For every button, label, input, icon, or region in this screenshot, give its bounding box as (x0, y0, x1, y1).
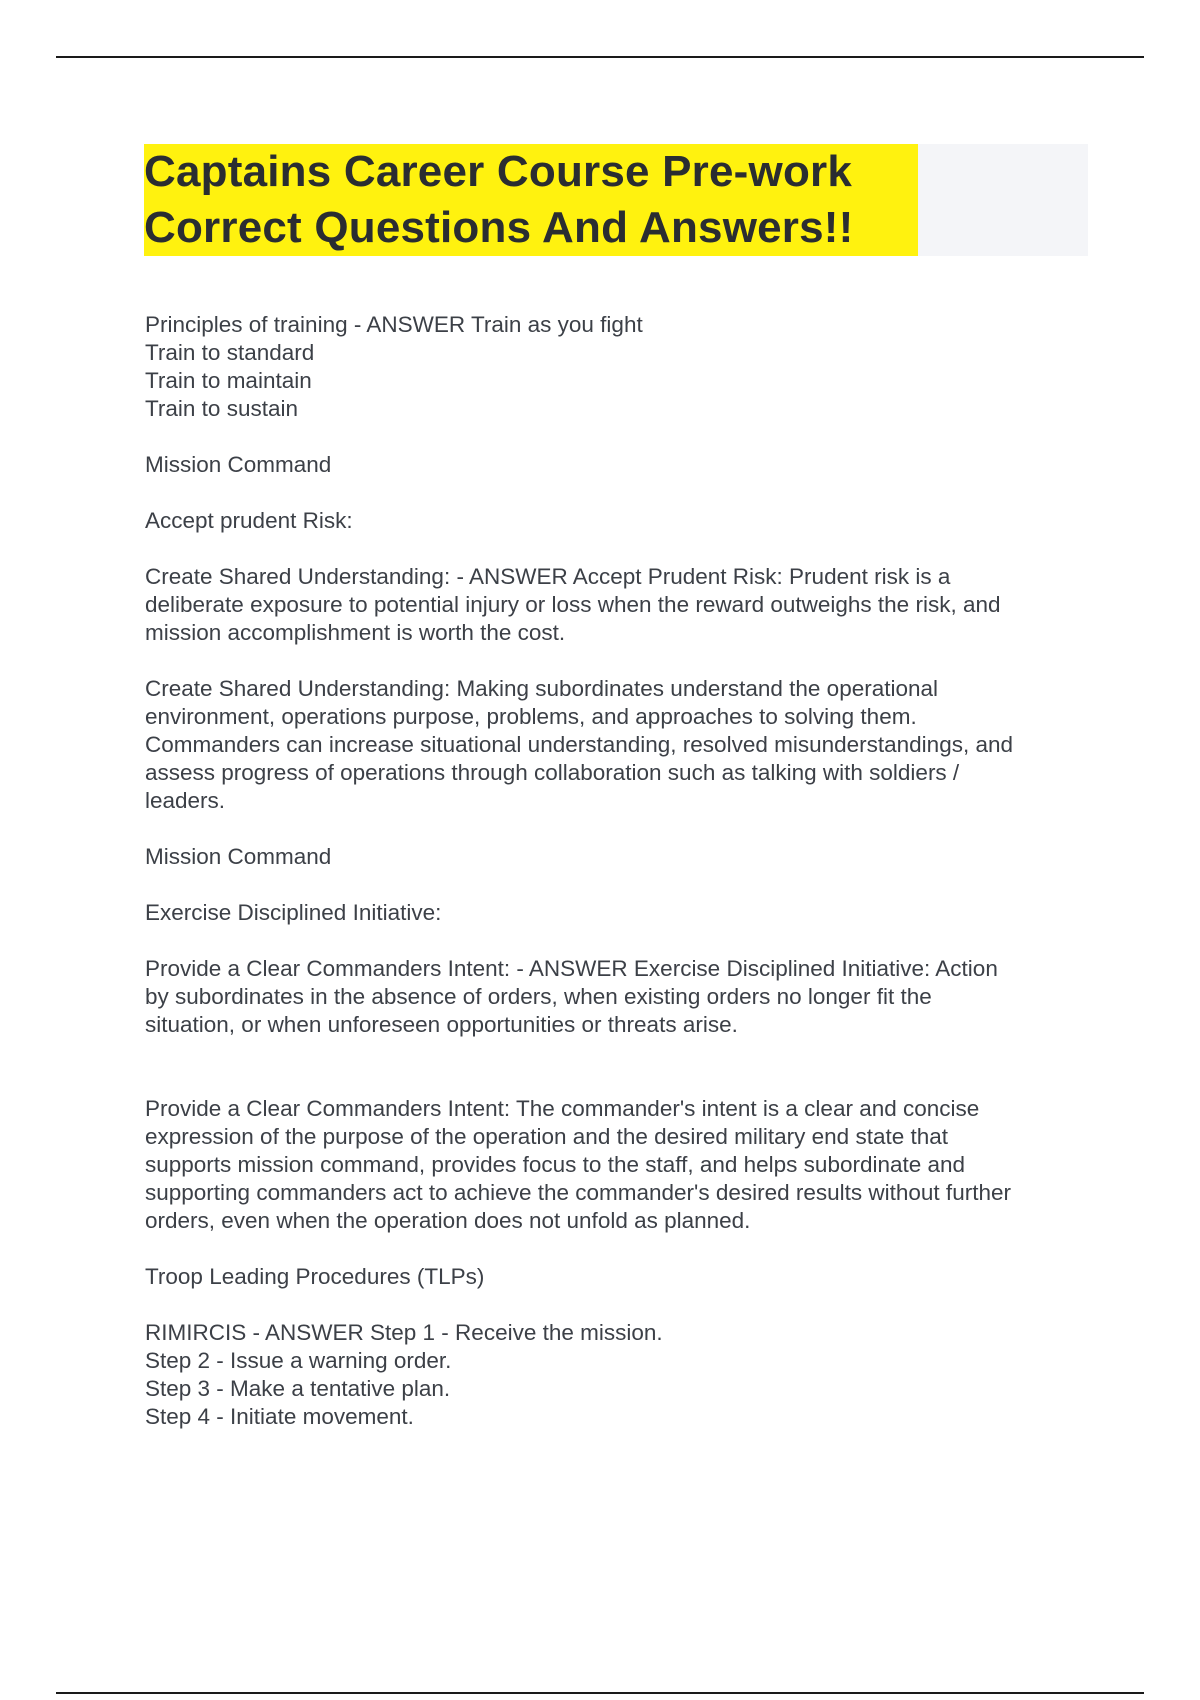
text-line: supports mission command, provides focus to the staff, and helps subordinate and (145, 1152, 966, 1177)
paragraph-mission-command (145, 451, 1089, 479)
text-line: situation, or when unforeseen opportunities or threats arise. (145, 1012, 738, 1037)
text-line: Troop Leading Procedures (TLPs) (145, 1264, 485, 1289)
paragraph-commanders-intent-answer (145, 955, 1089, 1039)
text-line: supporting commanders act to achieve the commander's desired results without further (145, 1180, 1011, 1205)
text-line: Step 3 - Make a tentative plan. (145, 1376, 451, 1401)
text-line: deliberate exposure to potential injury or loss when the reward outweighs the risk, and (145, 592, 1001, 617)
text-line: Train to sustain (145, 396, 298, 421)
paragraph-troop-leading-procedures (145, 1263, 1089, 1291)
document-body (145, 311, 1089, 1459)
text-line: Commanders can increase situational understanding, resolved misunderstandings, and (145, 732, 1013, 757)
text-line: Exercise Disciplined Initiative: (145, 900, 442, 925)
paragraph-principles-of-training (145, 311, 1089, 423)
text-line: RIMIRCIS - ANSWER Step 1 - Receive the mission. (145, 1320, 663, 1345)
text-line: Create Shared Understanding: Making subordinates understand the operational (145, 676, 939, 701)
text-line: Create Shared Understanding: - ANSWER Accept Prudent Risk: Prudent risk is a (145, 564, 951, 589)
paragraph-commanders-intent-definition (145, 1095, 1089, 1235)
text-line: Mission Command (145, 844, 332, 869)
text-line: Principles of training - ANSWER Train as you fight (145, 312, 643, 337)
text-line: Provide a Clear Commanders Intent: The commander's intent is a clear and concise (145, 1096, 980, 1121)
text-line: by subordinates in the absence of orders, when existing orders no longer fit the (145, 984, 932, 1009)
top-rule (56, 56, 1144, 58)
text-line: Provide a Clear Commanders Intent: - ANSWER Exercise Disciplined Initiative: Action (145, 956, 998, 981)
spacer (145, 1067, 1089, 1095)
text-line: Step 4 - Initiate movement. (145, 1404, 414, 1429)
title-block (144, 144, 1088, 256)
text-line: orders, even when the operation does not unfold as planned. (145, 1208, 751, 1233)
text-line: assess progress of operations through collaboration such as talking with soldiers / (145, 760, 960, 785)
text-line: mission accomplishment is worth the cost. (145, 620, 566, 645)
paragraph-mission-command-2 (145, 843, 1089, 871)
paragraph-exercise-disciplined-initiative (145, 899, 1089, 927)
text-line: Accept prudent Risk: (145, 508, 353, 533)
text-line: Train to maintain (145, 368, 312, 393)
text-line: leaders. (145, 788, 226, 813)
paragraph-shared-understanding-definition (145, 675, 1089, 815)
paragraph-accept-prudent-risk (145, 507, 1089, 535)
text-line: Step 2 - Issue a warning order. (145, 1348, 452, 1373)
bottom-rule (56, 1692, 1144, 1694)
text-line: Mission Command (145, 452, 332, 477)
title-line-2: Correct Questions And Answers!! (144, 203, 854, 252)
title-line-1: Captains Career Course Pre-work (144, 147, 853, 196)
paragraph-rimircis (145, 1319, 1089, 1431)
text-line: expression of the purpose of the operation and the desired military end state that (145, 1124, 949, 1149)
text-line: Train to standard (145, 340, 315, 365)
paragraph-shared-understanding-answer (145, 563, 1089, 647)
text-line: environment, operations purpose, problems, and approaches to solving them. (145, 704, 917, 729)
document-title (144, 144, 918, 256)
